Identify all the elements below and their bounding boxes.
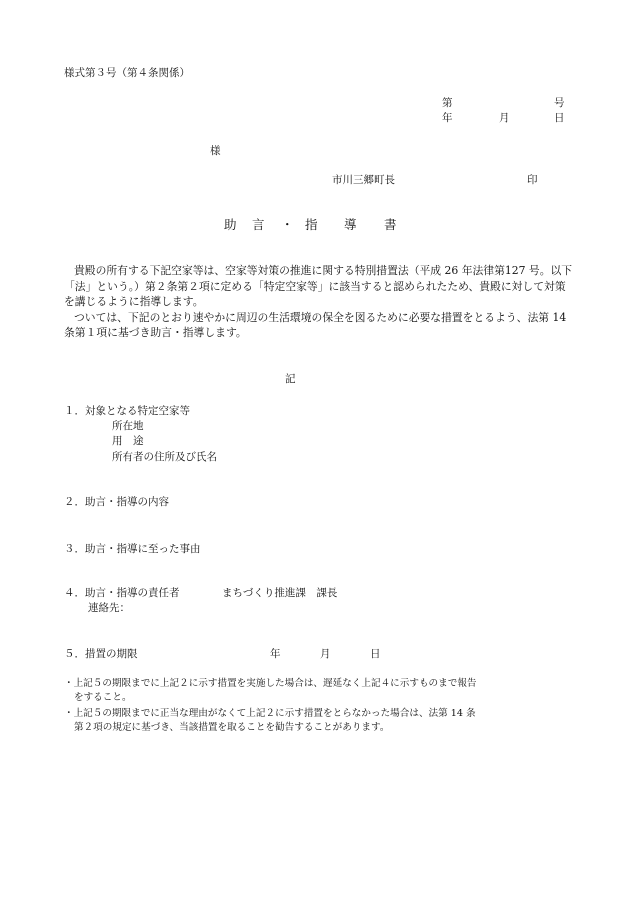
item-1-owner: 所有者の住所及び氏名 [112, 451, 217, 463]
item-1-usage: 用 途 [112, 435, 144, 447]
item-2-label: ２．助言・指導の内容 [64, 496, 169, 508]
item-4-label: ４．助言・指導の責任者 [64, 587, 180, 599]
title-char: 書 [384, 217, 397, 232]
date-month: 月 [499, 112, 510, 124]
body-paragraph-2: ついては、下記のとおり速やかに周辺の生活環境の保全を図るために必要な措置をとるよう、法第 14 条第１項に基づき助言・指導します。 [64, 310, 567, 339]
item-4-contact: 連絡先： [88, 602, 130, 614]
date-day: 日 [554, 112, 565, 124]
issuer-seal: 印 [527, 174, 538, 186]
item-1-location: 所在地 [112, 420, 144, 432]
body-paragraph-1: 貴殿の所有する下記空家等は、空家等対策の推進に関する特別措置法（平成 26 年法律第127 号。以下「法」という。）第２条第２項に定める「特定空家等」に該当すると認められたため、貴殿に対して対策を講じるように指導します。 [64, 264, 573, 308]
document-number-prefix: 第 [442, 97, 453, 109]
title-char: 指 [305, 217, 318, 232]
title-char: ・ [281, 217, 294, 232]
item-1-label: １．対象となる特定空家等 [64, 405, 190, 417]
ki-heading: 記 [285, 373, 296, 385]
note-2-line-2: 第２項の規定に基づき、当該措置を取ることを勧告することがあります。 [74, 722, 390, 733]
item-3-label: ３．助言・指導に至った事由 [64, 543, 201, 555]
date-year: 年 [442, 112, 453, 124]
note-1-line-1: ・上記５の期限までに上記２に示す措置を実施した場合は、遅延なく上記４に示すものまで報告 [64, 678, 477, 689]
form-label: 様式第３号（第４条関係） [64, 67, 190, 79]
item-5-day: 日 [370, 648, 381, 660]
title-char: 言 [252, 217, 265, 232]
document-number-suffix: 号 [554, 97, 565, 109]
item-4-responsible: まちづくり推進課 課長 [222, 587, 338, 599]
body-text [64, 263, 574, 341]
item-5-month: 月 [320, 648, 331, 660]
issuer-name: 市川三郷町長 [332, 174, 395, 186]
title-char: 助 [224, 217, 237, 232]
note-1-line-2: をすること。 [74, 692, 132, 703]
item-5-year: 年 [270, 648, 281, 660]
note-2-line-1: ・上記５の期限までに正当な理由がなくて上記２に示す措置をとらなかった場合は、法第 14 条 [64, 708, 476, 719]
title-char: 導 [344, 217, 357, 232]
addressee-honorific: 様 [210, 145, 221, 157]
item-5-label: ５．措置の期限 [64, 648, 138, 660]
